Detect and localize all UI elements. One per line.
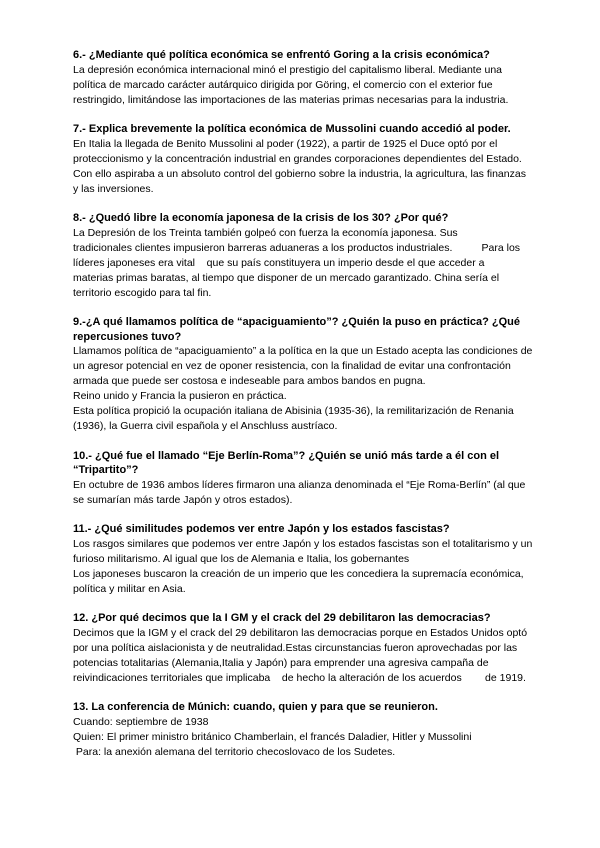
answer-13	[73, 715, 559, 760]
answer-7	[73, 137, 559, 197]
answer-line: territorio escogido para tal fin.	[73, 286, 212, 299]
question-13-heading: 13. La conferencia de Múnich: cuando, quien y para que se reunieron.	[73, 701, 438, 713]
answer-6	[73, 63, 559, 108]
answer-8	[73, 226, 559, 301]
answer-line: Reino unido y Francia la pusieron en práctica.	[73, 390, 287, 402]
answer-line: un agresor potencial en vez de oponer resistencia, con la finalidad de evitar una confrontación	[73, 360, 511, 372]
answer-line: Para: la anexión alemana del territorio checoslovaco de los Sudetes.	[73, 745, 396, 758]
answer-line: Decimos que la IGM y el crack del 29 debilitaron las democracias porque en Estados Unidos optó	[73, 626, 528, 639]
question-block-13	[73, 700, 559, 760]
question-8-heading: 8.- ¿Quedó libre la economía japonesa de la crisis de los 30? ¿Por qué?	[73, 212, 449, 224]
question-block-12	[73, 611, 559, 686]
question-block-6	[73, 48, 559, 108]
question-11-heading: 11.- ¿Qué similitudes podemos ver entre Japón y los estados fascistas?	[73, 523, 450, 535]
answer-line: furioso militarismo. Al igual que los de Alemania e Italia, los gobernantes	[73, 552, 410, 565]
question-7-heading: 7.- Explica brevemente la política económica de Mussolini cuando accedió al poder.	[73, 123, 511, 135]
question-9-heading: 9.-¿A qué llamamos política de “apaciguamiento”? ¿Quién la puso en práctica? ¿Qué repercusiones tuvo?	[73, 316, 521, 343]
answer-line: Cuando: septiembre de 1938	[73, 715, 209, 728]
answer-line: Los rasgos similares que podemos ver entre Japón y los estados fascistas son el totalitarismo y un	[73, 537, 533, 550]
answer-line: En Italia la llegada de Benito Mussolini al poder (1922), a partir de 1925 el Duce optó por el	[73, 137, 498, 150]
answer-line: materias primas baratas, al tiempo que disponer de un mercado garantizado. China sería el	[73, 271, 500, 284]
answer-line: reivindicaciones territoriales que implicaba de hecho la alteración de los acuerdos de 1919.	[73, 671, 526, 684]
question-10-heading: 10.- ¿Qué fue el llamado “Eje Berlín-Roma”? ¿Quién se unió más tarde a él con el “Tripartito”?	[73, 449, 500, 476]
answer-line: Esta política propició la ocupación italiana de Abisinia (1935-36), la remilitarización de Renania	[73, 405, 514, 417]
answer-9	[73, 344, 559, 434]
answer-line: En octubre de 1936 ambos líderes firmaron una alianza denominada el “Eje Roma-Berlín” (al que	[73, 478, 526, 491]
answer-line: restringido, limitándose las importaciones de las materias primas necesarias para la industria.	[73, 93, 509, 106]
answer-line: por una política aislacionista y de neutralidad.Estas circunstancias fueron aprovechadas por las	[73, 641, 518, 654]
question-block-9	[73, 315, 559, 434]
answer-line: La Depresión de los Treinta también golpeó con fuerza la economía japonesa. Sus	[73, 226, 458, 239]
document-body	[73, 48, 559, 774]
answer-line: Con ello aspiraba a un absoluto control del gobierno sobre la industria, la agricultura, las finanzas	[73, 167, 526, 180]
answer-line: y las inversiones.	[73, 182, 154, 195]
answer-line: tradicionales clientes impusieron barreras aduaneras a los productos industriales. Para los	[73, 241, 521, 254]
answer-12	[73, 626, 559, 686]
answer-line: política de marcado carácter autárquico dirigida por Göring, el comercio con el exterior fue	[73, 78, 493, 91]
answer-line: potencias totalitarias (Alemania,Italia y Japón) para emprender una agresiva campaña de	[73, 656, 489, 669]
answer-10	[73, 478, 559, 508]
answer-line: (1936), la Guerra civil española y el Anschluss austríaco.	[73, 420, 338, 432]
question-12-heading: 12. ¿Por qué decimos que la I GM y el crack del 29 debilitaron las democracias?	[73, 612, 491, 624]
question-block-10	[73, 449, 559, 508]
answer-line: se sumarían más tarde Japón y otros estados).	[73, 493, 293, 506]
question-block-11	[73, 522, 559, 597]
answer-line: Quien: El primer ministro británico Chamberlain, el francés Daladier, Hitler y Mussolini	[73, 730, 472, 743]
answer-line: política y militar en Asia.	[73, 582, 186, 595]
answer-11	[73, 537, 559, 597]
answer-line: armada que puede ser costosa e indeseable para ambos bandos en pugna.	[73, 375, 426, 387]
question-block-7	[73, 122, 559, 197]
answer-line: líderes japoneses era vital que su país constituyera un imperio desde el que acceder a	[73, 256, 485, 269]
answer-line: Los japoneses buscaron la creación de un imperio que les concediera la supremacía económica,	[73, 567, 524, 580]
question-block-8	[73, 211, 559, 301]
question-6-heading: 6.- ¿Mediante qué política económica se enfrentó Goring a la crisis económica?	[73, 49, 490, 61]
answer-line: La depresión económica internacional minó el prestigio del capitalismo liberal. Mediante una	[73, 63, 502, 76]
answer-line: proteccionismo y la concentración industrial en grandes corporaciones dependientes del Estado.	[73, 152, 522, 165]
answer-line: Llamamos política de “apaciguamiento” a la política en la que un Estado acepta las condiciones de	[73, 345, 533, 357]
